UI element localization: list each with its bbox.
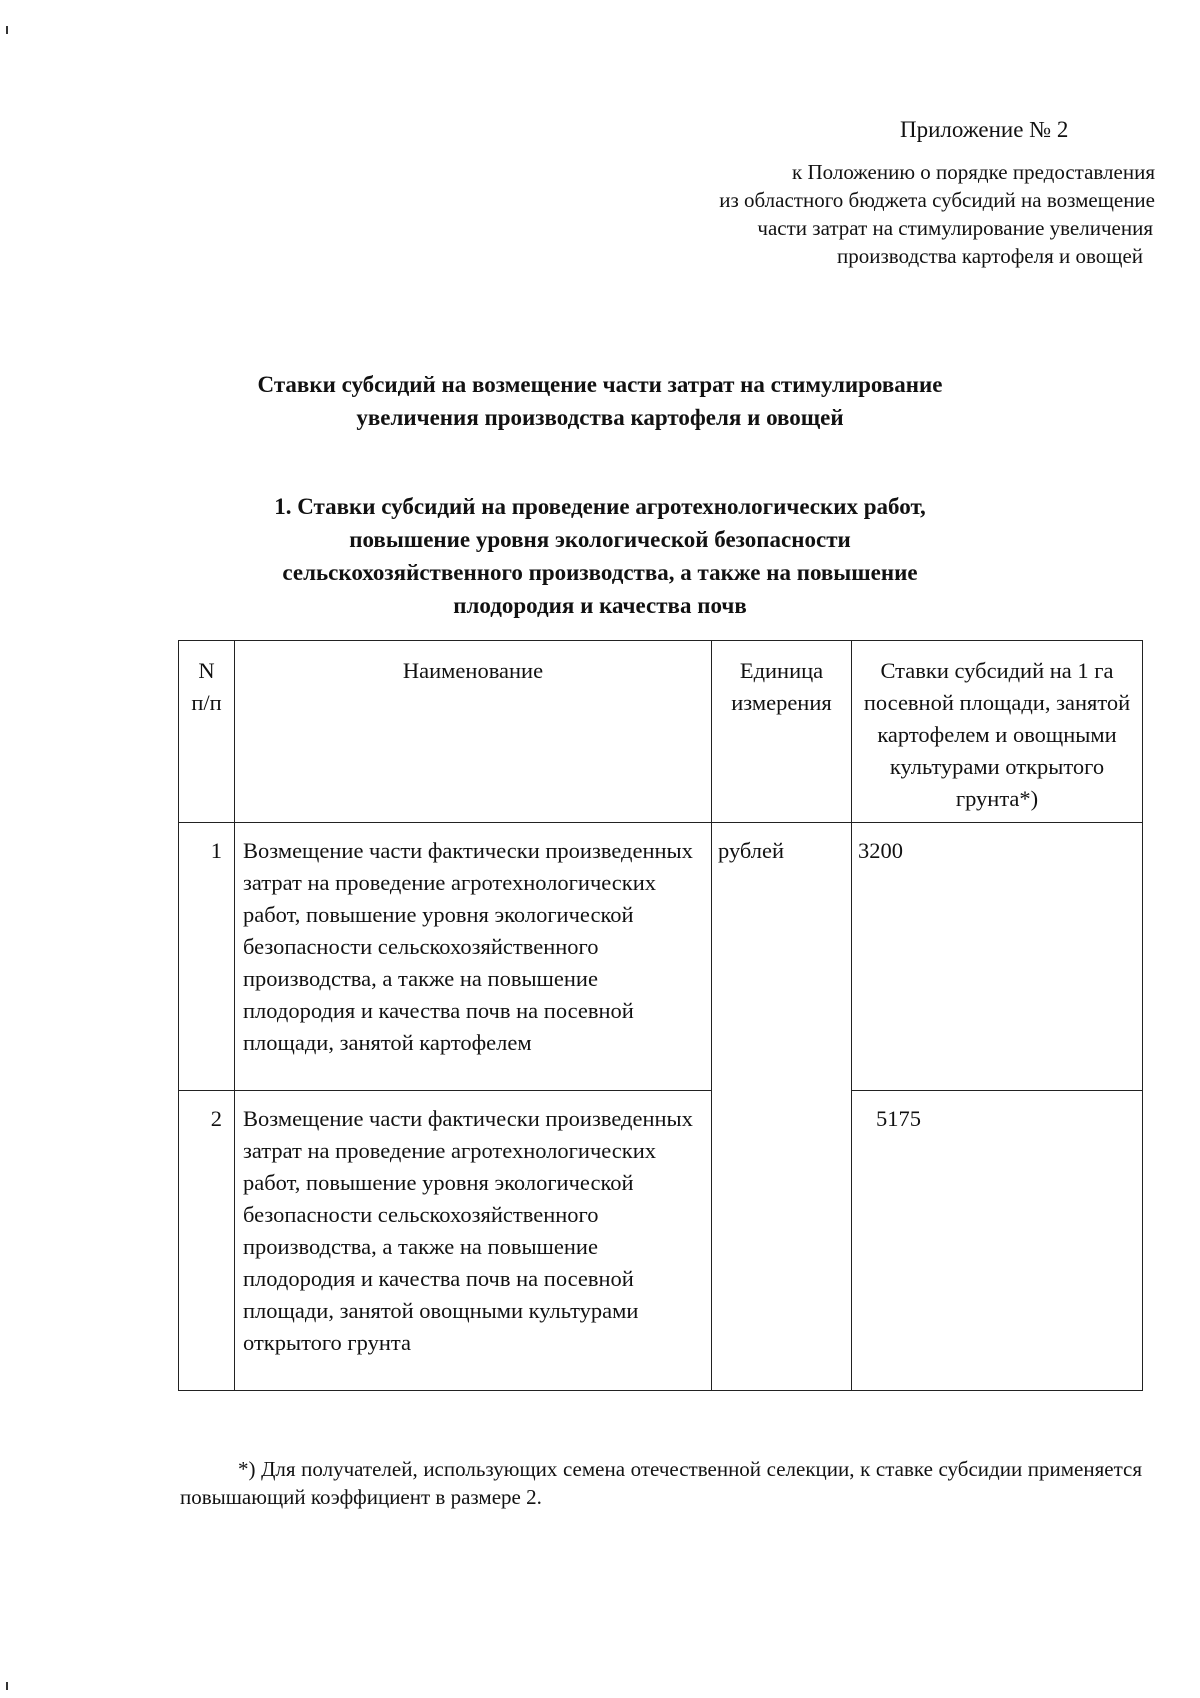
header-rate: Ставки субсидий на 1 га посевной площади, занятой картофелем и овощными культурами открытого грунта*) <box>852 641 1143 823</box>
row-rate: 5175 <box>852 1091 1143 1391</box>
footnote: *) Для получателей, использующих семена отечественной селекции, к ставке субсидии применяется повышающий коэффициент в размере 2. <box>180 1457 1142 1509</box>
table-row <box>179 823 1143 1091</box>
appendix-reference-line: к Положению о порядке предоставления <box>792 160 1155 184</box>
main-title <box>150 368 1050 434</box>
appendix-number: Приложение № 2 <box>900 117 1069 142</box>
row-number: 2 <box>179 1091 235 1391</box>
row-unit: рублей <box>712 823 852 1391</box>
appendix-reference-line: производства картофеля и овощей <box>837 244 1143 268</box>
section-title-line: 1. Ставки субсидий на проведение агротехнологических работ, <box>274 494 926 519</box>
table-header-row <box>179 641 1143 823</box>
appendix-reference-line: части затрат на стимулирование увеличения <box>757 216 1153 240</box>
header-num: N п/п <box>179 641 235 823</box>
scan-mark-top <box>6 26 8 34</box>
scan-mark-bottom <box>6 1682 8 1690</box>
section-title-line: плодородия и качества почв <box>453 593 747 618</box>
row-rate: 3200 <box>852 823 1143 1091</box>
table-row <box>179 1091 1143 1391</box>
row-number: 1 <box>179 823 235 1091</box>
appendix-reference-line: из областного бюджета субсидий на возмещение <box>719 188 1155 212</box>
row-name: Возмещение части фактически произведенных затрат на проведение агротехнологических работ, повышение уровня экологической безопасности сельскохозяйственного производства, а также на повышение плодородия и качества почв на посевной площади, занятой овощными культурами открытого грунта <box>235 1091 712 1391</box>
header-name: Наименование <box>235 641 712 823</box>
main-title-line: Ставки субсидий на возмещение части затрат на стимулирование <box>257 372 943 397</box>
subsidy-rates-table <box>178 640 1143 1391</box>
main-title-line: увеличения производства картофеля и овощей <box>356 405 844 430</box>
header-unit: Единица измерения <box>712 641 852 823</box>
appendix-reference <box>560 158 1155 270</box>
section-title-line: повышение уровня экологической безопасности <box>349 527 851 552</box>
section-title <box>150 490 1050 622</box>
section-title-line: сельскохозяйственного производства, а также на повышение <box>282 560 918 585</box>
row-name: Возмещение части фактически произведенных затрат на проведение агротехнологических работ, повышение уровня экологической безопасности сельскохозяйственного производства, а также на повышение плодородия и качества почв на посевной площади, занятой картофелем <box>235 823 712 1091</box>
